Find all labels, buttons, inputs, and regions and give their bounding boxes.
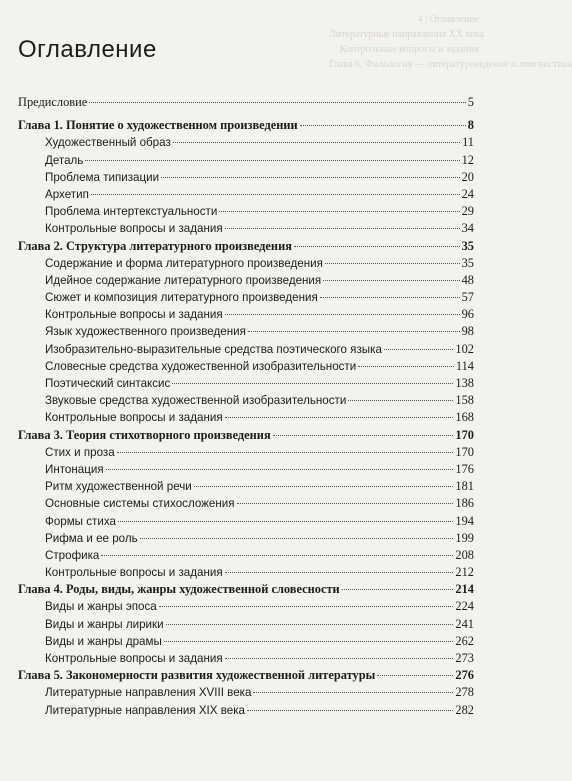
toc-section-row[interactable]: [18, 702, 474, 719]
toc-entry-label: Звуковые средства художественной изобразительности: [45, 394, 347, 408]
toc-page-number: 35: [461, 255, 474, 270]
toc-entry-label: Основные системы стихосложения: [45, 497, 235, 511]
toc-entry-label: Изобразительно-выразительные средства поэтического языка: [45, 342, 382, 356]
bleed-line: Литературные направления XX века: [329, 29, 484, 40]
dot-leader: [377, 675, 453, 676]
toc-entry-label: Виды и жанры лирики: [45, 617, 164, 631]
dot-leader: [172, 383, 453, 384]
toc-entry-label: Проблема типизации: [45, 170, 160, 184]
dot-leader: [106, 469, 454, 470]
toc-page-number: 241: [455, 616, 474, 631]
toc-section-row[interactable]: [18, 633, 474, 650]
toc-chapter-row[interactable]: [18, 238, 474, 255]
toc-entry-label: Литературные направления XVIII века: [45, 686, 252, 700]
dot-leader: [140, 538, 454, 539]
toc-section-row[interactable]: [18, 547, 474, 564]
toc-entry-label: Содержание и форма литературного произведения: [45, 256, 323, 270]
toc-entry-label: Деталь: [45, 153, 84, 167]
toc-page-number: 186: [455, 496, 474, 511]
toc-page-number: 29: [461, 204, 474, 219]
toc-page-number: 168: [455, 410, 474, 425]
dot-leader: [173, 142, 460, 143]
toc-page-number: 208: [455, 547, 474, 562]
dot-leader: [117, 452, 454, 453]
toc-section-row[interactable]: [18, 392, 474, 409]
toc-page-number: 170: [455, 444, 474, 459]
toc-page-number: 194: [455, 513, 474, 528]
dot-leader: [225, 417, 454, 418]
dot-leader: [358, 366, 454, 367]
dot-leader: [164, 641, 454, 642]
toc-page-number: 5: [467, 95, 474, 109]
dot-leader: [194, 486, 454, 487]
toc-section-row[interactable]: [18, 461, 474, 478]
toc-entry-label: Проблема интертекстуальности: [45, 205, 218, 219]
toc-entry-label: Строфика: [45, 548, 100, 562]
toc-page-number: 158: [455, 393, 474, 408]
toc-chapter-row[interactable]: [18, 667, 474, 684]
toc-entry-label: Рифма и ее роль: [45, 531, 138, 545]
toc-page-number: 262: [455, 633, 474, 648]
toc-entry-label: Поэтический синтаксис: [45, 377, 171, 390]
toc-entry-label: Стих и проза: [45, 445, 115, 459]
bleed-through-text: [329, 12, 572, 72]
bleed-line: Контрольные вопросы и задания: [339, 44, 479, 55]
toc-section-row[interactable]: [18, 495, 474, 512]
toc-section-row[interactable]: [18, 134, 474, 151]
dot-leader: [219, 211, 459, 212]
dot-leader: [247, 710, 453, 711]
toc-page-number: 282: [455, 702, 474, 717]
toc-page-number: 170: [455, 427, 474, 442]
toc-entry-label: Контрольные вопросы и задания: [45, 566, 223, 580]
toc-entry-label: Глава 5. Закономерности развития художественной литературы: [18, 668, 376, 683]
dot-leader: [253, 692, 453, 693]
toc-page-number: 96: [461, 307, 474, 322]
toc-page-number: 8: [467, 118, 474, 133]
toc-page-number: 199: [455, 530, 474, 545]
toc-page-number: 224: [455, 599, 474, 614]
toc-section-row[interactable]: [18, 272, 474, 289]
toc-section-row[interactable]: [18, 186, 474, 203]
dot-leader: [237, 503, 454, 504]
toc-page-number: 102: [455, 341, 474, 356]
dot-leader: [85, 160, 459, 161]
toc-section-row[interactable]: [18, 341, 474, 358]
toc-page-number: 11: [462, 135, 474, 150]
page-title: Оглавление: [18, 36, 157, 63]
toc-page-number: 35: [461, 238, 474, 253]
toc-entry-label: Предисловие: [18, 95, 88, 109]
dot-leader: [161, 177, 460, 178]
toc-page-number: 20: [461, 169, 474, 184]
toc-page-number: 34: [461, 221, 474, 236]
toc-page-number: 181: [455, 479, 474, 494]
toc-page-number: 114: [455, 358, 474, 373]
dot-leader: [325, 263, 460, 264]
toc-page-number: 24: [461, 186, 474, 201]
dot-leader: [273, 435, 454, 436]
toc-entry-label: Контрольные вопросы и задания: [45, 222, 223, 236]
bleed-line: 4 | Оглавление: [417, 14, 479, 25]
dot-leader: [166, 624, 454, 625]
toc-section-row[interactable]: [18, 564, 474, 581]
toc-section-row[interactable]: [18, 478, 474, 495]
dot-leader: [348, 400, 453, 401]
dot-leader: [300, 125, 466, 126]
toc-chapter-row[interactable]: [18, 581, 474, 598]
toc-section-row[interactable]: [18, 616, 474, 633]
toc-chapter-row[interactable]: [18, 117, 474, 134]
toc-page-number: 138: [455, 376, 474, 390]
dot-leader: [225, 314, 460, 315]
dot-leader: [159, 606, 454, 607]
dot-leader: [225, 572, 454, 573]
toc-entry-label: Словесные средства художественной изобразительности: [45, 359, 357, 373]
toc-section-row[interactable]: [18, 289, 474, 306]
dot-leader: [294, 246, 460, 247]
dot-leader: [248, 331, 460, 332]
toc-section-row[interactable]: [18, 255, 474, 272]
dot-leader: [225, 228, 460, 229]
toc-page-number: 57: [461, 290, 474, 305]
toc-section-row[interactable]: [18, 444, 474, 461]
table-of-contents: [18, 94, 474, 719]
toc-entry-label: Литературные направления XIX века: [45, 703, 245, 717]
toc-page-number: 12: [461, 152, 474, 167]
toc-page-number: 273: [455, 651, 474, 665]
dot-leader: [323, 280, 459, 281]
toc-page-number: 214: [455, 582, 474, 597]
toc-entry-label: Виды и жанры драмы: [45, 634, 162, 648]
toc-entry-label: Ритм художественной речи: [45, 480, 192, 494]
dot-leader: [342, 589, 454, 590]
dot-leader: [101, 555, 453, 556]
toc-page-number: 278: [455, 685, 474, 700]
toc-entry-label: Идейное содержание литературного произведения: [45, 273, 322, 287]
toc-section-row[interactable]: [18, 530, 474, 547]
toc-entry-label: Интонация: [45, 462, 104, 476]
toc-section-row[interactable]: [18, 306, 474, 323]
toc-preface-row[interactable]: [18, 94, 474, 111]
toc-entry-label: Сюжет и композиция литературного произведения: [45, 291, 318, 305]
toc-section-row[interactable]: [18, 684, 474, 701]
toc-section-row[interactable]: [18, 358, 474, 375]
toc-entry-label: Глава 1. Понятие о художественном произведении: [18, 118, 298, 133]
toc-entry-label: Контрольные вопросы и задания: [45, 652, 223, 665]
toc-entry-label: Контрольные вопросы и задания: [45, 411, 223, 425]
dot-leader: [91, 194, 460, 195]
toc-section-row[interactable]: [18, 323, 474, 340]
toc-entry-label: Контрольные вопросы и задания: [45, 308, 223, 322]
bleed-line: Глава 6. Филология — литературоведение и лингвистика: [329, 59, 572, 70]
toc-section-row[interactable]: [18, 513, 474, 530]
toc-section-row[interactable]: [18, 220, 474, 237]
toc-section-row[interactable]: [18, 409, 474, 426]
dot-leader: [225, 658, 454, 659]
toc-page-number: 48: [461, 272, 474, 287]
toc-entry-label: Язык художественного произведения: [45, 325, 246, 339]
toc-section-row[interactable]: [18, 203, 474, 220]
toc-entry-label: Глава 4. Роды, виды, жанры художественной словесности: [18, 582, 340, 597]
toc-section-row[interactable]: [18, 650, 474, 667]
toc-entry-label: Формы стиха: [45, 514, 116, 528]
toc-page-number: 276: [455, 668, 474, 683]
toc-entry-label: Художественный образ: [45, 136, 171, 150]
dot-leader: [384, 349, 454, 350]
toc-chapter-row[interactable]: [18, 427, 474, 444]
toc-page-number: 212: [455, 565, 474, 580]
toc-entry-label: Архетип: [45, 187, 89, 201]
toc-section-row[interactable]: [18, 598, 474, 615]
toc-section-row[interactable]: [18, 152, 474, 169]
toc-section-row[interactable]: [18, 375, 474, 392]
toc-entry-label: Виды и жанры эпоса: [45, 600, 157, 614]
dot-leader: [320, 297, 460, 298]
dot-leader: [89, 102, 466, 103]
toc-page-number: 98: [461, 324, 474, 339]
toc-section-row[interactable]: [18, 169, 474, 186]
toc-entry-label: Глава 2. Структура литературного произведения: [18, 238, 292, 253]
toc-entry-label: Глава 3. Теория стихотворного произведения: [18, 427, 271, 442]
toc-page-number: 176: [455, 461, 474, 476]
dot-leader: [118, 521, 453, 522]
